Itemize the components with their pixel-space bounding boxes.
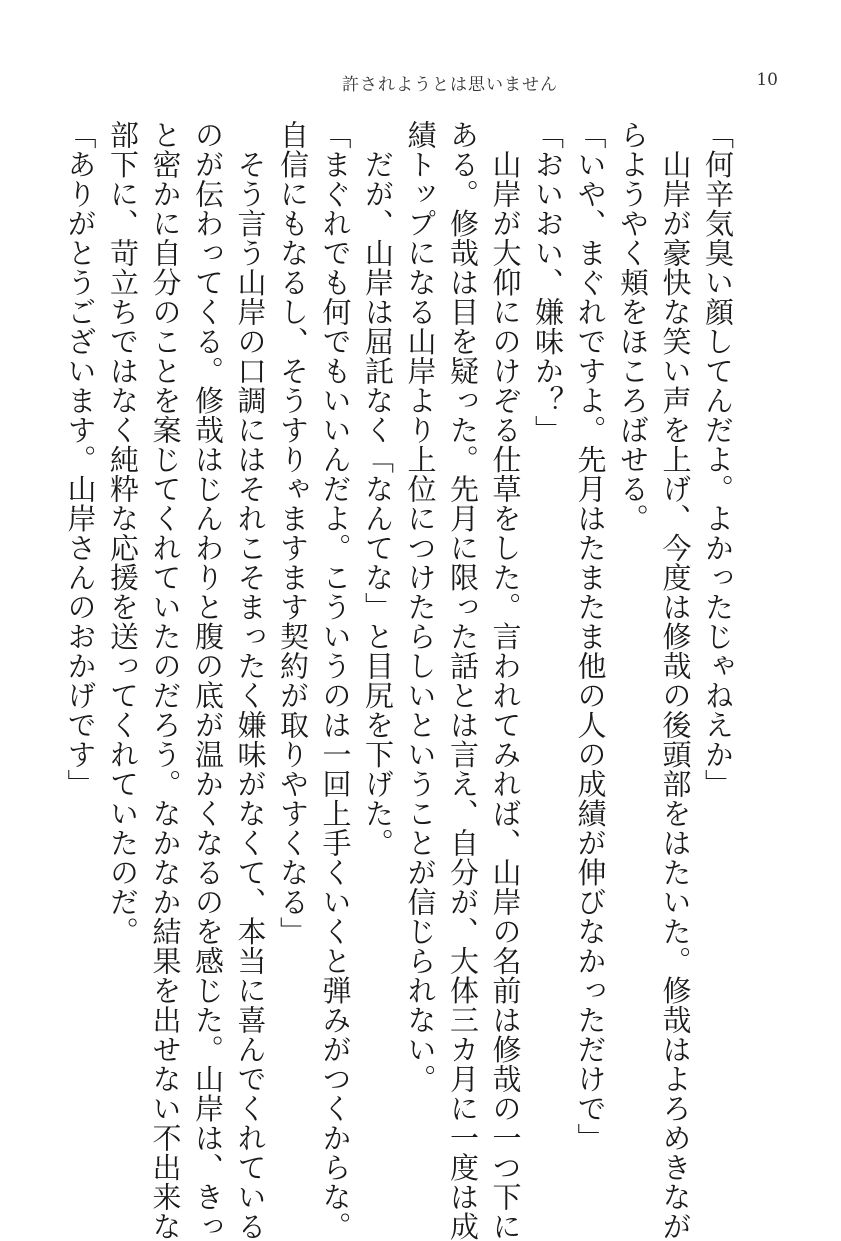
text-line: だが、山岸は屈託なく「なんてな」と目尻を下げた。 — [361, 120, 395, 858]
text-line: らようやく頬をほころばせる。 — [616, 120, 650, 533]
text-line: 「まぐれでも何でもいいんだよ。こういうのは一回上手くいくと弾みがつくからな。 — [318, 120, 353, 1241]
text-line: のが伝わってくる。修哉はじんわりと腹の底が温かくなるのを感じた。山岸は、きっ — [191, 120, 225, 1241]
text-line: 績トップになる山岸より上位につけたらしいということが信じられない。 — [403, 120, 438, 1094]
text-line: 自信にもなるし、そうすりゃますます契約が取りやすくなる」 — [276, 120, 310, 946]
text-line: 部下に、苛立ちではなく純粋な応援を送ってくれていたのだ。 — [106, 120, 140, 946]
text-line: 「おいおい、嫌味か？」 — [531, 120, 565, 445]
text-line: 山岸が大仰にのけぞる仕草をした。言われてみれば、山岸の名前は修哉の一つ下に — [488, 120, 523, 1241]
text-line: 「ありがとうございます。山岸さんのおかげです」 — [63, 120, 98, 799]
text-line: 「いや、まぐれですよ。先月はたまたま他の人の成績が伸びなかっただけで」 — [573, 120, 608, 1153]
text-line: 「何辛気臭い顔してんだよ。よかったじゃねえか」 — [701, 120, 735, 799]
text-line: そう言う山岸の口調にはそれこそまったく嫌味がなくて、本当に喜んでくれている — [233, 120, 268, 1241]
text-line: と密かに自分のことを案じてくれていたのだろう。なかなか結果を出せない不出来な — [148, 120, 183, 1241]
vertical-body-text — [63, 120, 739, 1241]
page-number: 10 — [756, 70, 778, 90]
text-line: 山岸が豪快な笑い声を上げ、今度は修哉の後頭部をはたいた。修哉はよろめきなが — [658, 120, 693, 1241]
text-line: ある。修哉は目を疑った。先月に限った話とは言え、自分が、大体三カ月に一度は成 — [446, 120, 480, 1241]
running-title: 許されようとは思いません — [342, 75, 558, 95]
